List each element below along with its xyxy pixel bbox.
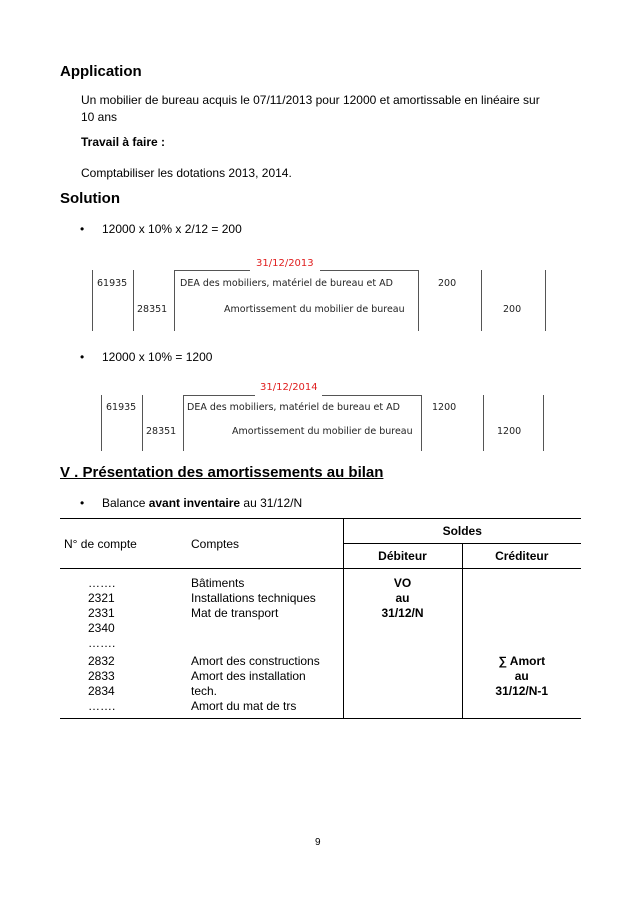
group1-credit-empty [462, 569, 581, 652]
application-text-line2: 10 ans [81, 110, 118, 124]
page-number: 9 [315, 837, 321, 848]
bullet-calc-2013 [80, 222, 480, 238]
debit-label: DEA des mobiliers, matériel de bureau et AD [187, 402, 400, 413]
bullet-icon: • [80, 222, 85, 236]
bullet-icon: • [80, 496, 85, 510]
debit-amount: 200 [438, 278, 457, 289]
calc-2014-text: 12000 x 10% = 1200 [102, 350, 213, 364]
balance-bullet-text: Balance avant inventaire au 31/12/N [102, 496, 303, 510]
group2-credit-value: ∑ Amort au 31/12/N-1 [462, 651, 581, 719]
header-credit: Créditeur [462, 544, 581, 569]
task-label: Travail à faire : [81, 135, 166, 149]
group2-account-numbers: 2832 2833 2834 ……. [60, 651, 185, 719]
entry-date: 31/12/2014 [260, 382, 318, 393]
entry-date: 31/12/2013 [256, 258, 314, 269]
task-text: Comptabiliser les dotations 2013, 2014. [81, 166, 292, 180]
header-accounts: Comptes [185, 519, 343, 569]
group2-account-names: Amort des constructions Amort des installation tech. Amort du mat de trs [185, 651, 343, 719]
application-text-line1: Un mobilier de bureau acquis le 07/11/2013 pour 12000 et amortissable en linéaire sur [81, 93, 540, 107]
group1-account-numbers: ……. 2321 2331 2340 ……. [88, 576, 116, 650]
header-account-number: N° de compte [60, 519, 185, 569]
balance-table [60, 518, 581, 719]
credit-account: 28351 [137, 304, 168, 315]
credit-account: 28351 [146, 426, 177, 437]
group1-debit-value: VO au 31/12/N [343, 569, 462, 652]
credit-amount: 200 [503, 304, 522, 315]
debit-label: DEA des mobiliers, matériel de bureau et AD [180, 278, 393, 289]
header-debit: Débiteur [343, 544, 462, 569]
credit-label: Amortissement du mobilier de bureau [224, 304, 405, 315]
application-heading: Application [60, 63, 142, 80]
calc-2013-text: 12000 x 10% x 2/12 = 200 [102, 222, 242, 236]
bullet-balance [80, 496, 480, 512]
section-v-heading: V . Présentation des amortissements au bilan [60, 464, 384, 481]
bullet-calc-2014 [80, 350, 480, 366]
credit-label: Amortissement du mobilier de bureau [232, 426, 413, 437]
credit-amount: 1200 [497, 426, 522, 437]
solution-heading: Solution [60, 190, 120, 207]
bullet-icon: • [80, 350, 85, 364]
header-soldes: Soldes [343, 519, 581, 544]
debit-account: 61935 [106, 402, 137, 413]
group2-debit-empty [343, 651, 462, 719]
debit-account: 61935 [97, 278, 128, 289]
group1-account-names: Bâtiments Installations techniques Mat de transport [191, 576, 316, 620]
debit-amount: 1200 [432, 402, 457, 413]
